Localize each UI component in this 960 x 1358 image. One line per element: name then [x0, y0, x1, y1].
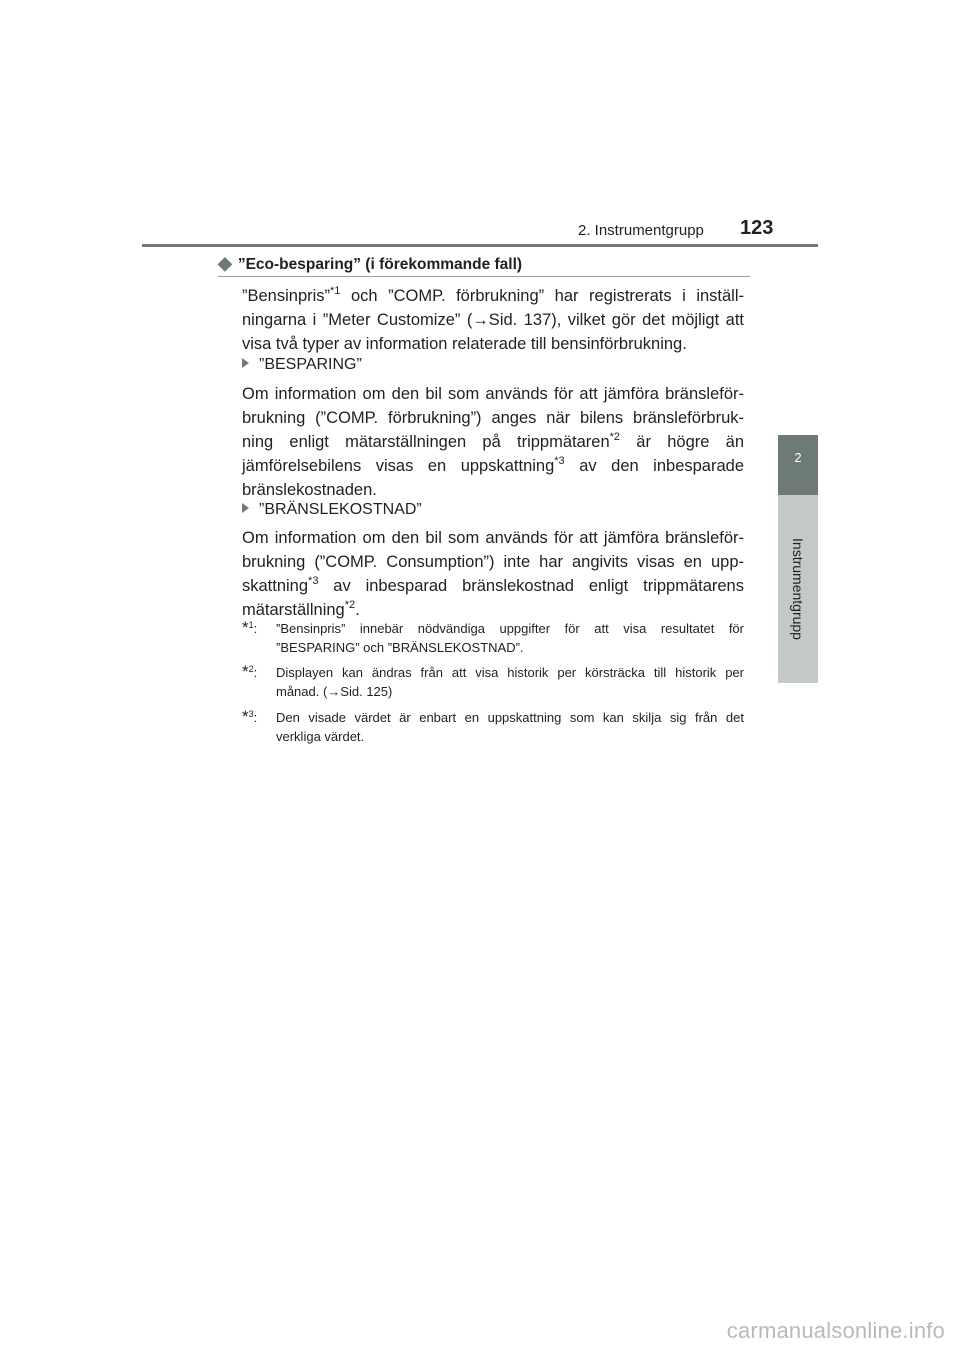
text-line: skattning$^{*3}$ av inbesparad bränslekostnad enligt trippmätarens [242, 575, 744, 595]
footnote-line: verkliga värdet. [276, 729, 365, 744]
header-rule [142, 244, 818, 247]
triangle-bullet-icon [242, 503, 249, 513]
section-title-text: ”Eco-besparing” (i förekommande fall) [237, 256, 523, 273]
text-line: jämförelsebilens visas en uppskattning$^{*3}$ av den inbesparade [242, 455, 745, 475]
header-section-title: 2. Instrumentgrupp [578, 222, 704, 239]
chapter-tab [778, 435, 818, 495]
chapter-number: 2 [794, 450, 802, 465]
text-line: ningarna i ”Meter Customize” (→Sid. 137), vilket gör det möjligt att [242, 311, 744, 329]
footnote-line: månad. (→Sid. 125) [276, 684, 393, 699]
bullet-label: ”BESPARING” [259, 356, 362, 373]
intro-paragraph [242, 284, 744, 356]
besparing-paragraph [242, 382, 744, 502]
footnote-line: ”Bensinpris” innebär nödvändiga uppgifter för att visa resultatet för [276, 621, 744, 636]
bullet-label: ”BRÄNSLEKOSTNAD” [259, 501, 422, 518]
branslekostnad-paragraph [242, 526, 744, 622]
chapter-label: Instrumentgrupp [790, 538, 806, 640]
footnote-marker: *$^1$: [242, 618, 258, 637]
text-line: ”Bensinpris”$^{*1}$ och ”COMP. förbrukning” har registrerats i inställ- [242, 285, 744, 305]
diamond-icon: ◆ [218, 253, 232, 273]
footnote-3 [242, 708, 744, 746]
text-line: brukning (”COMP. Consumption”) inte har angivits visas en upp- [242, 553, 744, 571]
bullet-branslekostnad [242, 501, 422, 519]
title-rule [218, 276, 750, 277]
bullet-besparing [242, 356, 362, 374]
watermark: carmanualsonline.info [726, 1318, 945, 1343]
text-line: visa två typer av information relaterade till bensinförbrukning. [242, 335, 687, 353]
triangle-bullet-icon [242, 358, 249, 368]
page-number: 123 [740, 217, 774, 239]
text-line: bränslekostnaden. [242, 481, 377, 499]
footnote-marker: *$^2$: [242, 662, 258, 681]
text-line: Om information om den bil som används för att jämföra bränsleför- [242, 529, 744, 547]
footnote-line: ”BESPARING” och ”BRÄNSLEKOSTNAD”. [276, 640, 524, 655]
footnote-marker: *$^3$: [242, 707, 258, 726]
footnote-1 [242, 619, 744, 657]
footnote-line: Displayen kan ändras från att visa historik per körsträcka till historik per [276, 665, 744, 680]
footnote-line: Den visade värdet är enbart en uppskattning som kan skilja sig från det [276, 710, 744, 725]
text-line: Om information om den bil som används för att jämföra bränsleför- [242, 385, 744, 403]
footnote-2 [242, 663, 744, 701]
text-line: brukning (”COMP. förbrukning”) anges när bilens bränsleförbruk- [242, 409, 744, 427]
section-title [218, 253, 522, 274]
text-line: ning enligt mätarställningen på trippmätaren$^{*2}$ är högre än [242, 431, 745, 451]
text-line: mätarställning$^{*2}$. [242, 599, 360, 619]
